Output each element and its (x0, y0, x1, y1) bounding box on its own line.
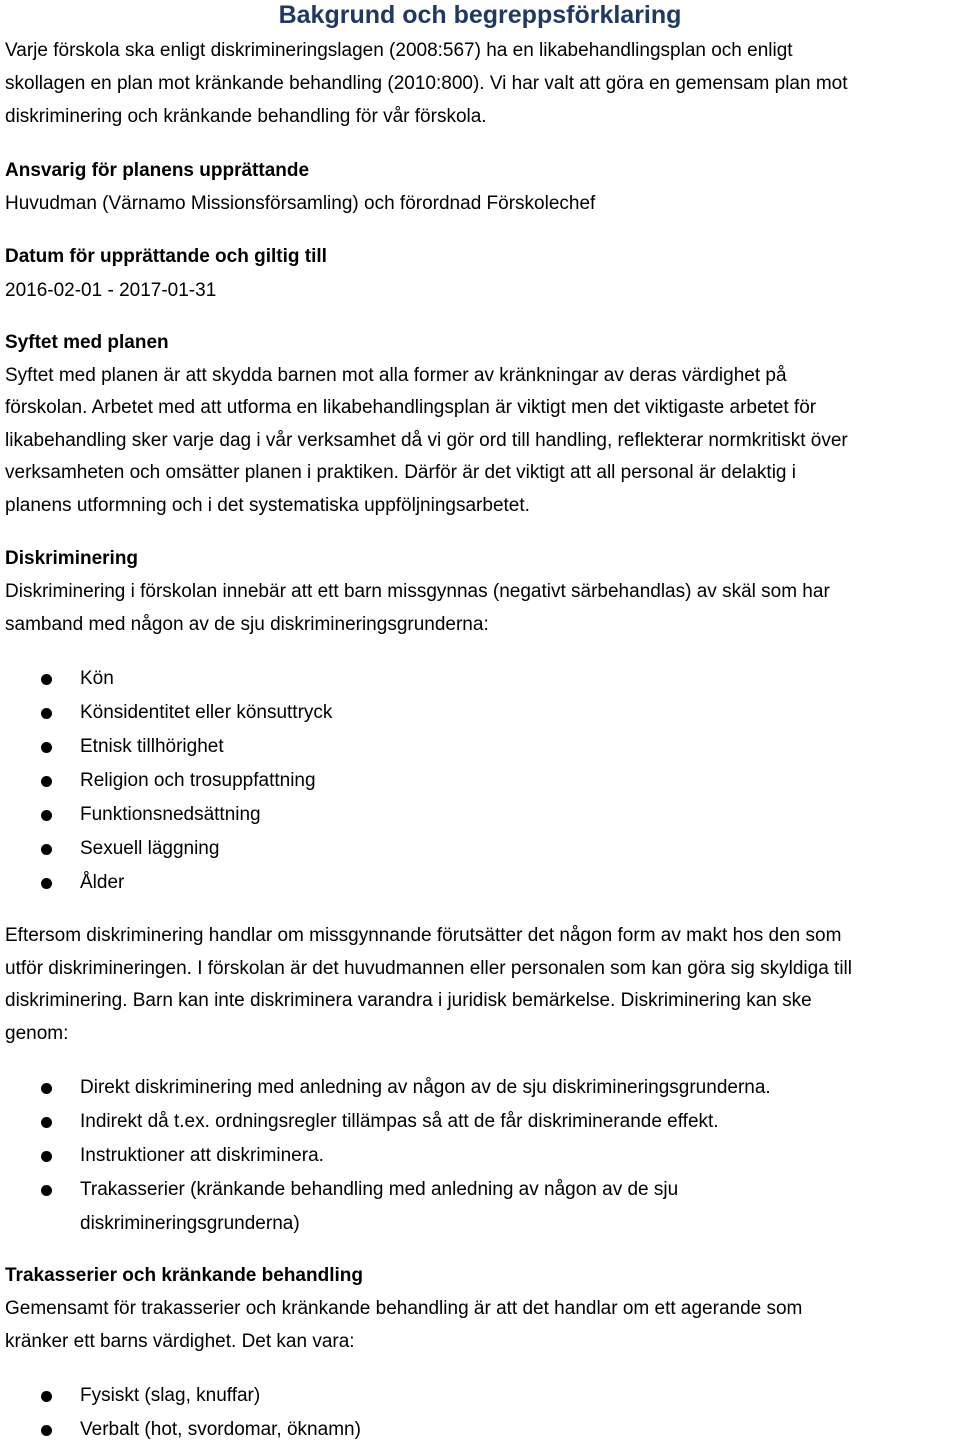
list-item (0, 1105, 960, 1139)
discrimination-line-1: Diskriminering i förskolan innebär att ett barn missgynnas (negativt särbehandlas) av skäl som har (5, 581, 830, 602)
list-item (0, 1071, 960, 1105)
list-item-label: Instruktioner att diskriminera. (80, 1145, 324, 1166)
list-item-label: Könsidentitet eller könsuttryck (80, 702, 333, 723)
intro-line-1: Varje förskola ska enligt diskrimineringslagen (2008:567) ha en likabehandlingsplan och enligt (5, 40, 793, 61)
intro-line-2: skollagen en plan mot kränkande behandling (2010:800). Vi har valt att göra en gemensam plan mot (5, 73, 848, 94)
discrimination-forms-list (0, 1071, 960, 1241)
list-item (0, 696, 960, 730)
list-item-label: Fysiskt (slag, knuffar) (80, 1385, 261, 1406)
discrimination-after-line-2: utför diskrimineringen. I förskolan är det huvudmannen eller personalen som kan göra sig skyldiga till (5, 958, 852, 979)
list-item-label: Verbalt (hot, svordomar, öknamn) (80, 1419, 361, 1440)
bullet-icon (41, 1185, 52, 1196)
bullet-icon (41, 810, 52, 821)
purpose-line-2: förskolan. Arbetet med att utforma en likabehandlingsplan är viktigt men det viktigaste arbetet för (5, 397, 817, 418)
discrimination-heading: Diskriminering (5, 548, 139, 569)
discrimination-after-line-4: genom: (5, 1023, 69, 1044)
list-item-label: Religion och trosuppfattning (80, 770, 316, 791)
purpose-line-1: Syftet med planen är att skydda barnen mot alla former av kränkningar av deras värdighet på (5, 365, 787, 386)
list-item (0, 764, 960, 798)
bullet-icon (41, 742, 52, 753)
harassment-heading: Trakasserier och kränkande behandling (5, 1265, 363, 1286)
intro-line-3: diskriminering och kränkande behandling för vår förskola. (5, 106, 487, 127)
bullet-icon (41, 1151, 52, 1162)
list-item-label: Etnisk tillhörighet (80, 736, 224, 757)
bullet-icon (41, 776, 52, 787)
purpose-heading: Syftet med planen (5, 332, 169, 353)
list-item-label: Sexuell läggning (80, 838, 220, 859)
list-item (0, 1379, 960, 1413)
list-item-label: Funktionsnedsättning (80, 804, 261, 825)
harassment-line-1: Gemensamt för trakasserier och kränkande behandling är att det handlar om ett agerande som (5, 1298, 803, 1319)
dates-heading: Datum för upprättande och giltig till (5, 246, 327, 267)
list-item (0, 730, 960, 764)
discrimination-after-line-3: diskriminering. Barn kan inte diskriminera varandra i juridisk bemärkelse. Diskriminering kan ske (5, 990, 812, 1011)
list-item (0, 1413, 960, 1442)
list-item (0, 866, 960, 900)
bullet-icon (41, 1391, 52, 1402)
discrimination-grounds-list (0, 662, 960, 900)
bullet-icon (41, 844, 52, 855)
purpose-line-3: likabehandling sker varje dag i vår verksamhet då vi gör ord till handling, reflekterar normkritiskt över (5, 430, 848, 451)
list-item-label: Ålder (80, 872, 125, 893)
purpose-line-4: verksamheten och omsätter planen i praktiken. Därför är det viktigt att all personal är delaktig i (5, 462, 796, 483)
list-item (0, 1139, 960, 1173)
bullet-icon (41, 878, 52, 889)
discrimination-after-line-1: Eftersom diskriminering handlar om missgynnande förutsätter det någon form av makt hos den som (5, 925, 842, 946)
discrimination-line-2: samband med någon av de sju diskrimineringsgrunderna: (5, 614, 489, 635)
list-item-label: Kön (80, 668, 114, 689)
bullet-icon (41, 1117, 52, 1128)
bullet-icon (41, 674, 52, 685)
bullet-icon (41, 1425, 52, 1436)
list-item (0, 798, 960, 832)
bullet-icon (41, 708, 52, 719)
document-title: Bakgrund och begreppsförklaring (278, 1, 682, 29)
responsible-text: Huvudman (Värnamo Missionsförsamling) och förordnad Förskolechef (5, 193, 596, 214)
list-item-label-continued: diskrimineringsgrunderna) (80, 1213, 300, 1234)
purpose-line-5: planens utformning och i det systematiska uppföljningsarbetet. (5, 495, 530, 516)
list-item-label: Indirekt då t.ex. ordningsregler tillämpas så att de får diskriminerande effekt. (80, 1111, 719, 1132)
dates-text: 2016-02-01 - 2017-01-31 (5, 280, 217, 301)
list-item (0, 662, 960, 696)
responsible-heading: Ansvarig för planens upprättande (5, 160, 310, 181)
list-item-label: Trakasserier (kränkande behandling med anledning av någon av de sju (80, 1179, 679, 1200)
list-item-label: Direkt diskriminering med anledning av någon av de sju diskrimineringsgrunderna. (80, 1077, 771, 1098)
list-item (0, 1173, 960, 1241)
harassment-line-2: kränker ett barns värdighet. Det kan vara: (5, 1331, 355, 1352)
harassment-list (0, 1379, 960, 1442)
bullet-icon (41, 1083, 52, 1094)
list-item (0, 832, 960, 866)
